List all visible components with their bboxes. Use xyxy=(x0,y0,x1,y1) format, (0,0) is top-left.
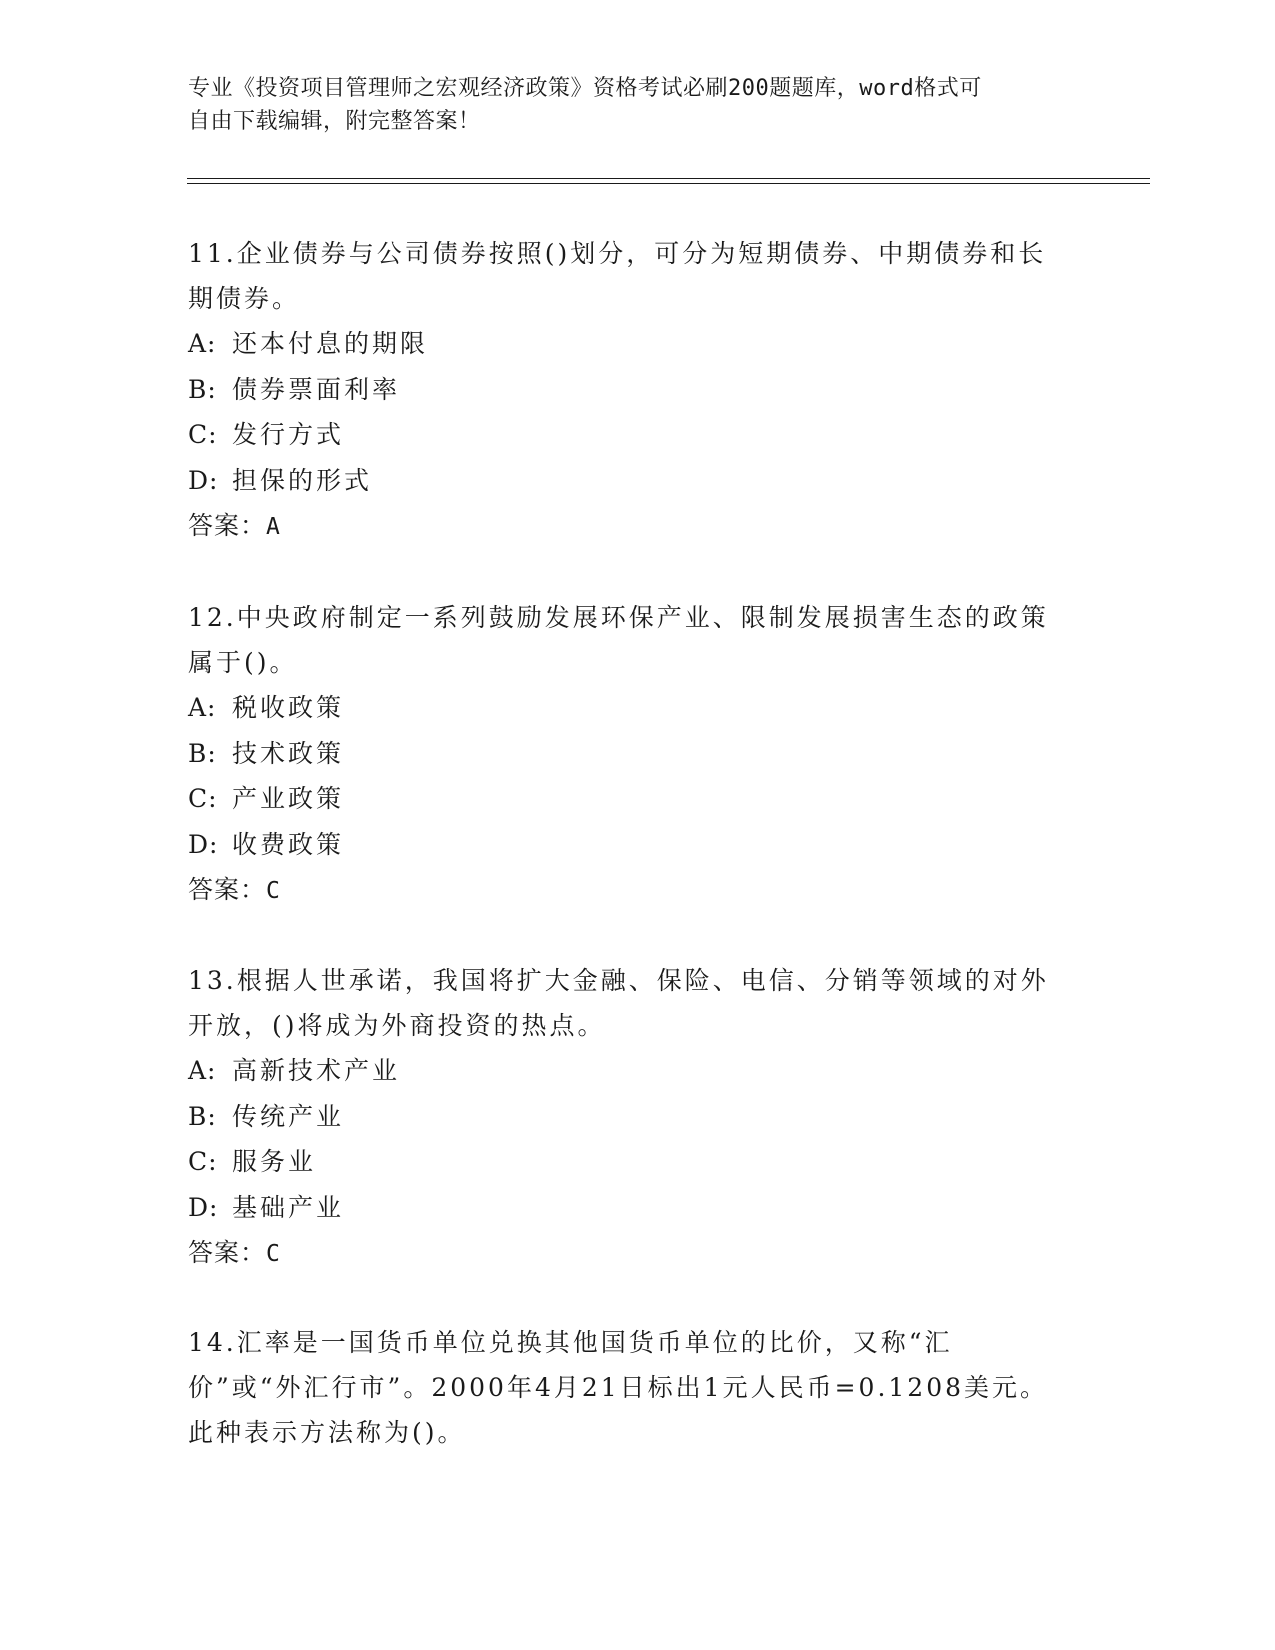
question-11 xyxy=(188,231,1068,550)
option-text: 技术政策 xyxy=(232,738,345,768)
header-divider-bottom xyxy=(187,183,1150,184)
option-text: 产业政策 xyxy=(232,784,345,813)
question-stem: 12.中央政府制定一系列鼓励发展环保产业、限制发展损害生态的政策属于()。 xyxy=(188,603,1049,677)
answer-line xyxy=(188,1230,1068,1277)
document-header xyxy=(188,72,1068,138)
option-text: 收费政策 xyxy=(232,829,345,859)
option-key: C: xyxy=(188,784,218,813)
answer-label: 答案： xyxy=(188,1238,267,1267)
option-a xyxy=(188,685,1068,731)
header-line-1: 专业《投资项目管理师之宏观经济政策》资格考试必刷200题题库，word格式可 xyxy=(188,76,982,101)
answer-label: 答案： xyxy=(188,875,267,904)
option-key: A: xyxy=(188,693,217,722)
answer-value: C xyxy=(266,1241,281,1267)
option-text: 发行方式 xyxy=(232,420,345,449)
option-b xyxy=(188,367,1068,413)
answer-line xyxy=(188,867,1068,914)
option-a xyxy=(188,1048,1068,1094)
option-key: D: xyxy=(188,465,219,495)
option-text: 高新技术产业 xyxy=(232,1056,401,1085)
answer-value: C xyxy=(266,878,281,904)
option-d xyxy=(188,458,1068,504)
header-line-2: 自由下载编辑，附完整答案！ xyxy=(188,109,481,134)
question-stem: 14.汇率是一国货币单位兑换其他国货币单位的比价，又称“汇价”或“外汇行市”。2000年4月21日标出1元人民币=0.1208美元。此种表示方法称为()。 xyxy=(188,1328,1049,1447)
option-key: B: xyxy=(188,374,217,404)
option-c xyxy=(188,412,1068,458)
option-b xyxy=(188,731,1068,777)
option-text: 基础产业 xyxy=(232,1192,345,1222)
header-divider-top xyxy=(187,178,1150,179)
question-stem: 13.根据人世承诺，我国将扩大金融、保险、电信、分销等领域的对外开放，()将成为外商投资的热点。 xyxy=(188,966,1049,1040)
question-12 xyxy=(188,595,1068,914)
question-stem: 11.企业债券与公司债券按照()划分，可分为短期债券、中期债券和长期债券。 xyxy=(188,239,1047,313)
option-d xyxy=(188,822,1068,868)
question-14 xyxy=(188,1320,1068,1455)
option-key: C: xyxy=(188,1147,218,1176)
answer-line xyxy=(188,503,1068,550)
option-text: 债券票面利率 xyxy=(232,374,401,404)
option-text: 服务业 xyxy=(232,1147,317,1176)
option-d xyxy=(188,1185,1068,1231)
option-text: 担保的形式 xyxy=(232,465,373,495)
option-key: B: xyxy=(188,1101,217,1131)
option-key: B: xyxy=(188,738,217,768)
option-c xyxy=(188,776,1068,822)
option-key: C: xyxy=(188,420,218,449)
answer-value: A xyxy=(266,514,281,540)
question-13 xyxy=(188,958,1068,1277)
option-key: A: xyxy=(188,329,217,358)
option-key: D: xyxy=(188,1192,219,1222)
option-text: 税收政策 xyxy=(232,693,345,722)
option-key: D: xyxy=(188,829,219,859)
option-text: 传统产业 xyxy=(232,1101,345,1131)
option-text: 还本付息的期限 xyxy=(232,329,429,358)
option-a xyxy=(188,321,1068,367)
option-b xyxy=(188,1094,1068,1140)
option-key: A: xyxy=(188,1056,217,1085)
answer-label: 答案： xyxy=(188,511,267,540)
option-c xyxy=(188,1139,1068,1185)
